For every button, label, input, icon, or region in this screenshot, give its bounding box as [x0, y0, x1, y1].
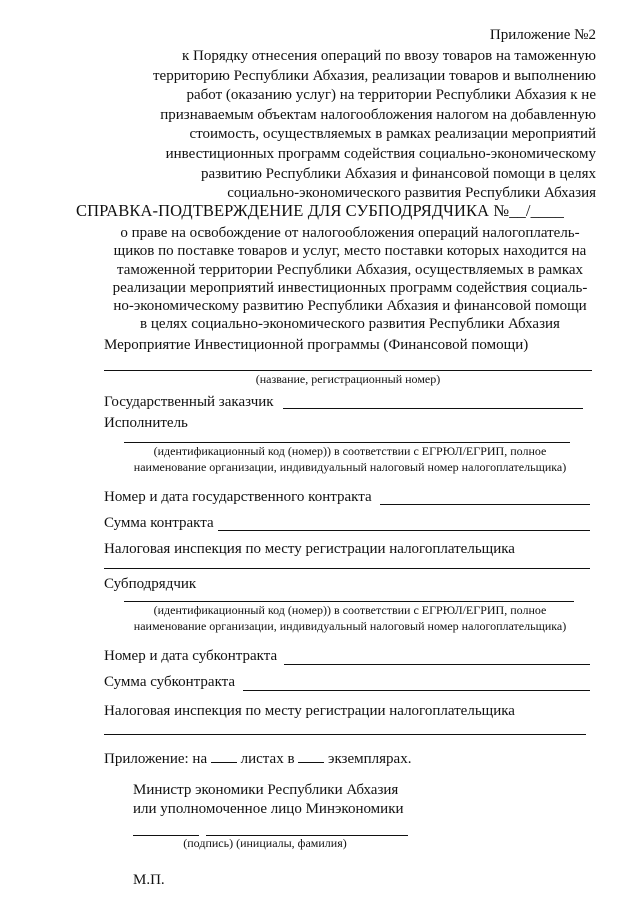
subtitle-line: в целях социально-экономического развития Республики Абхазия — [140, 316, 560, 333]
signature-caption: (подпись) (инициалы, фамилия) — [183, 836, 347, 850]
subcontract-sum-label: Сумма субконтракта — [104, 674, 236, 690]
contract-sum-field[interactable] — [218, 530, 590, 531]
document-subtitle — [90, 224, 610, 334]
executor-caption-line: (идентификационный код (номер)) в соответствии с ЕГРЮЛ/ЕГРИП, полное — [153, 444, 547, 458]
subtitle-line: щиков по поставке товаров и услуг, место поставки которых находится на — [113, 243, 587, 260]
subcontractor-caption — [100, 603, 600, 634]
executor-caption — [100, 444, 600, 475]
subtitle-line: реализации мероприятий инвестиционных программ содействия социаль- — [112, 279, 588, 296]
event-field[interactable] — [104, 370, 592, 371]
signatory-line2: или уполномоченное лицо Минэкономики — [133, 801, 404, 817]
tax-office-label: Налоговая инспекция по месту регистрации налогоплательщика — [104, 541, 515, 557]
appendix-line: стоимость, осуществляемых в рамках реализации мероприятий — [189, 126, 596, 143]
appendix-line: территорию Республики Абхазия, реализации товаров и выполнению — [152, 67, 596, 84]
appendix-title: Приложение №2 — [489, 27, 596, 43]
event-caption: (название, регистрационный номер) — [255, 372, 441, 386]
executor-label: Исполнитель — [104, 415, 188, 431]
executor-field[interactable] — [124, 442, 570, 443]
stamp-label: М.П. — [133, 872, 165, 888]
subcontractor-caption-line: (идентификационный код (номер)) в соответствии с ЕГРЮЛ/ЕГРИП, полное — [153, 603, 547, 617]
tax-office-field[interactable] — [104, 568, 590, 569]
contract-field[interactable] — [380, 504, 590, 505]
copies-count-field[interactable] — [298, 750, 324, 763]
subcontract-label: Номер и дата субконтракта — [104, 648, 278, 664]
sheets-count-field[interactable] — [211, 750, 237, 763]
attachment-suffix: экземплярах. — [328, 751, 412, 767]
document-title: СПРАВКА-ПОДТВЕРЖДЕНИЕ ДЛЯ СУБПОДРЯДЧИКА №__/____ — [76, 201, 564, 220]
contract-sum-label: Сумма контракта — [104, 515, 214, 531]
subtitle-line: но-экономическому развитию Республики Абхазия и финансовой помощи — [113, 298, 587, 315]
attachment-line — [104, 750, 411, 768]
subcontractor-field[interactable] — [124, 601, 574, 602]
subtitle-line: о праве на освобождение от налогообложения операций налогоплатель- — [120, 225, 580, 241]
executor-caption-line: наименование организации, индивидуальный налоговый номер налогоплательщика) — [133, 459, 567, 474]
subcontract-tax-office-field[interactable] — [104, 734, 586, 735]
attachment-prefix: Приложение: на — [104, 751, 208, 767]
event-label: Мероприятие Инвестиционной программы (Финансовой помощи) — [104, 337, 529, 353]
appendix-line: признаваемым объектам налогообложения налогом на добавленную — [160, 106, 596, 123]
appendix-line: социально-экономического развития Республики Абхазия — [227, 185, 596, 202]
customer-label: Государственный заказчик — [104, 394, 274, 410]
customer-field[interactable] — [283, 408, 583, 409]
subcontract-field[interactable] — [284, 664, 590, 665]
contract-label: Номер и дата государственного контракта — [104, 489, 372, 505]
attachment-middle: листах в — [240, 751, 295, 767]
appendix-line: работ (оказанию услуг) на территории Республики Абхазия к не — [186, 87, 596, 104]
subcontractor-caption-line: наименование организации, индивидуальный налоговый номер налогоплательщика) — [133, 618, 567, 633]
subcontract-tax-office-label: Налоговая инспекция по месту регистрации налогоплательщика — [104, 703, 515, 719]
signatory-line1: Министр экономики Республики Абхазия — [133, 782, 399, 798]
subcontractor-label: Субподрядчик — [104, 576, 197, 592]
appendix-line: к Порядку отнесения операций по ввозу товаров на таможенную — [182, 48, 596, 64]
appendix-line: инвестиционных программ содействия социально-экономическому — [165, 145, 596, 162]
subtitle-line: таможенной территории Республики Абхазия, осуществляемых в рамках — [116, 261, 584, 278]
subcontract-sum-field[interactable] — [243, 690, 590, 691]
appendix-line: развитию Республики Абхазия и финансовой помощи в целях — [200, 165, 596, 182]
appendix-reference — [116, 47, 596, 204]
